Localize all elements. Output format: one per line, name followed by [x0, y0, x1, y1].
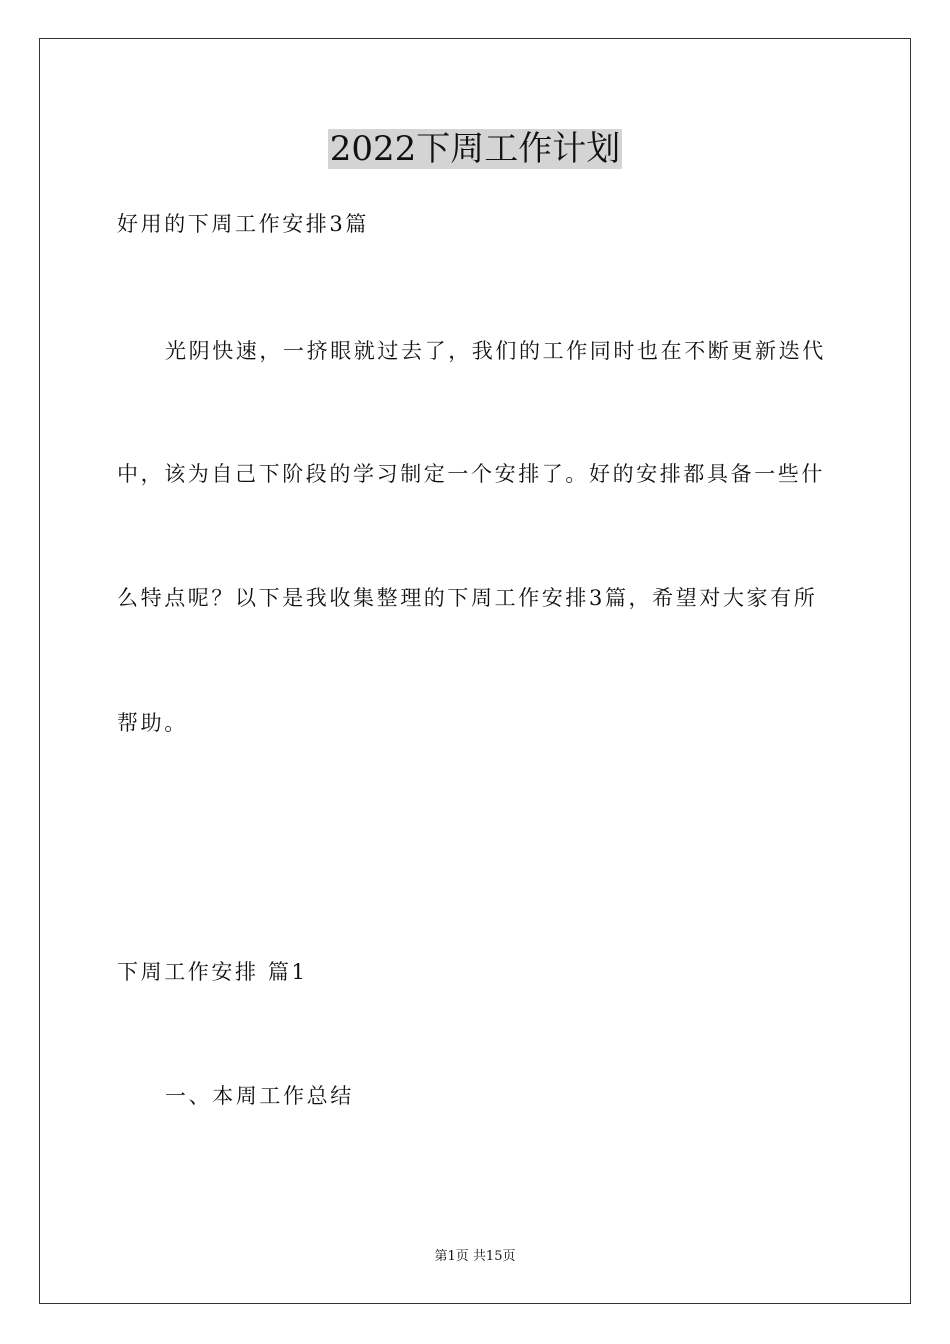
page-number-footer: 第1页 共15页 [434, 1249, 516, 1264]
intro-line-1: 光阴快速，一挤眼就过去了，我们的工作同时也在不断更新迭代 [165, 339, 826, 363]
title-text: 2022下周工作计划 [329, 129, 621, 169]
intro-line-3: 么特点呢？以下是我收集整理的下周工作安排3篇，希望对大家有所 [117, 586, 818, 610]
subsection-heading: 一、本周工作总结 [165, 1084, 354, 1108]
subtitle: 好用的下周工作安排3篇 [117, 212, 369, 236]
document-title [0, 128, 950, 170]
intro-line-4: 帮助。 [117, 711, 188, 735]
section-heading: 下周工作安排 篇1 [117, 960, 308, 984]
intro-line-2: 中，该为自己下阶段的学习制定一个安排了。好的安排都具备一些什 [117, 462, 825, 486]
